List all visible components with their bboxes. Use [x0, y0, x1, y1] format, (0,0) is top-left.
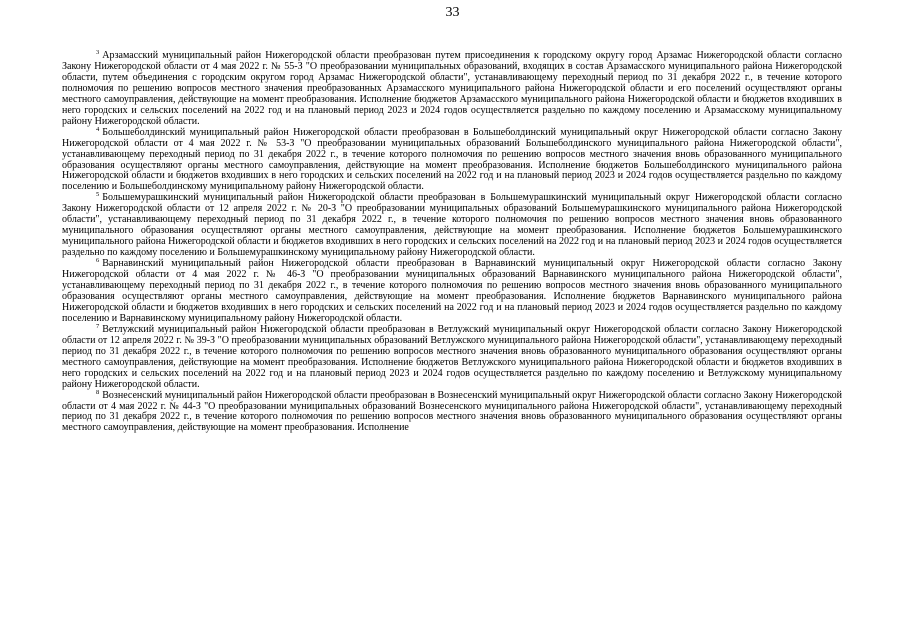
footnote-8	[62, 388, 842, 435]
footnote-text: Ветлужский муниципальный район Нижегородской области преобразован в Ветлужский муниципальный округ Нижегородской области согласно Закону Нижегородской области от 12 апреля 2022 г. № 39-З "О преобразовании муниципальных образований Ветлужского муниципального района Нижегородской области", устанавливающему переходный период по 31 декабря 2022 г., в течение которого полномочия по решению вопросов местного значения вновь образованного муниципального образования осуществляют органы местного самоуправления, действующие на момент преобразования. Исполнение бюджетов Ветлужского муниципального района Нижегородской области и бюджетов входивших в него городских и сельских поселений на 2022 год и на плановый период 2023 и 2024 годов осуществляется раздельно по каждому поселению и Ветлужскому муниципальному району Нижегородской области.	[62, 323, 842, 390]
footnote-3	[62, 51, 842, 128]
footnote-7	[62, 322, 842, 391]
footnote-marker: 5	[96, 191, 100, 199]
footnote-text: Большемурашкинский муниципальный район Нижегородской области преобразован в Большемурашкинский муниципальный округ Нижегородской области согласно Закону Нижегородской области от 12 апреля 2022 г. № 20-З "О преобразовании муниципальных образований Большемурашкинского муниципального района Нижегородской области", устанавливающему переходный период по 31 декабря 2022 г., в течение которого полномочия по решению вопросов местного значения вновь образованного муниципального образования осуществляют органы местного самоуправления, действующие на момент преобразования. Исполнение бюджетов Большемурашкинского муниципального района Нижегородской области и бюджетов входивших в него городских и сельских поселений на 2022 год и на плановый период 2023 и 2024 годов осуществляется раздельно по каждому поселению и Большемурашкинскому муниципальному району Нижегородской области.	[62, 192, 842, 259]
footnote-text: Арзамасский муниципальный район Нижегородской области преобразован путем присоединения к городскому округу город Арзамас Нижегородской области согласно Закону Нижегородской области от 4 мая 2022 г. № 55-З "О преобразовании муниципальных образований, входящих в состав Арзамасского муниципального района Нижегородской области, путем объединения с городским округом город Арзамас Нижегородской области", устанавливающему переходный период по 31 декабря 2022 г., в течение которого полномочия по решению вопросов местного значения преобразованных Арзамасского муниципального района Нижегородской области и его поселений осуществляют органы местного самоуправления, действующие на момент преобразования. Исполнение бюджетов Арзамасского муниципального района Нижегородской области и бюджетов входивших в него городских и сельских поселений на 2022 год и на плановый период 2023 и 2024 годов осуществляется раздельно по каждому поселению и Арзамасскому муниципальному району Нижегородской области.	[62, 50, 842, 127]
footnote-text: Варнавинский муниципальный район Нижегородской области преобразован в Варнавинский муниципальный округ Нижегородской области согласно Закону Нижегородской области от 4 мая 2022 г. № 46-З "О преобразовании муниципальных образований Варнавинского муниципального района Нижегородской области", устанавливающему переходный период по 31 декабря 2022 г., в течение которого полномочия по решению вопросов местного значения вновь образованного муниципального образования осуществляют органы местного самоуправления, действующие на момент преобразования. Исполнение бюджетов Варнавинского муниципального района Нижегородской области и бюджетов входивших в него городских и сельских поселений на 2022 год и на плановый период 2023 и 2024 годов осуществляется раздельно по каждому поселению и Варнавинскому муниципальному району Нижегородской области.	[62, 258, 842, 324]
footnote-marker: 6	[96, 257, 100, 265]
page-number: 33	[445, 5, 460, 20]
footnote-marker: 3	[96, 49, 100, 56]
footnote-marker: 7	[96, 322, 100, 330]
footnote-4	[62, 125, 842, 194]
footnote-5	[62, 193, 842, 259]
footnote-6	[62, 259, 842, 325]
footnote-marker: 4	[96, 125, 100, 133]
footnote-text: Большеболдинский муниципальный район Нижегородской области преобразован в Большеболдинский муниципальный округ Нижегородской области согласно Закону Нижегородской области от 4 мая 2022 г. № 53-З "О преобразовании муниципальных образований Большеболдинского муниципального района Нижегородской области", устанавливающему переходный период по 31 декабря 2022 г., в течение которого полномочия по решению вопросов местного значения вновь образованного муниципального образования осуществляют органы местного самоуправления, действующие на момент преобразования. Исполнение бюджетов Большеболдинского муниципального района Нижегородской области и бюджетов входивших в него городских и сельских поселений на 2022 год и на плановый период 2023 и 2024 годов осуществляется раздельно по каждому поселению и Большеболдинскому муниципальному району Нижегородской области.	[62, 126, 842, 193]
footnotes	[62, 51, 842, 434]
footnote-text: Вознесенский муниципальный район Нижегородской области преобразован в Вознесенский муниципальный округ Нижегородской области согласно Закону Нижегородской области от 4 мая 2022 г. № 44-З "О преобразовании муниципальных образований Вознесенского муниципального района Нижегородской области", устанавливающему переходный период по 31 декабря 2022 г., в течение которого полномочия по решению вопросов местного значения вновь образованного муниципального образования осуществляют органы местного самоуправления, действующие на момент преобразования. Исполнение	[62, 389, 842, 434]
footnote-marker: 8	[96, 388, 100, 396]
